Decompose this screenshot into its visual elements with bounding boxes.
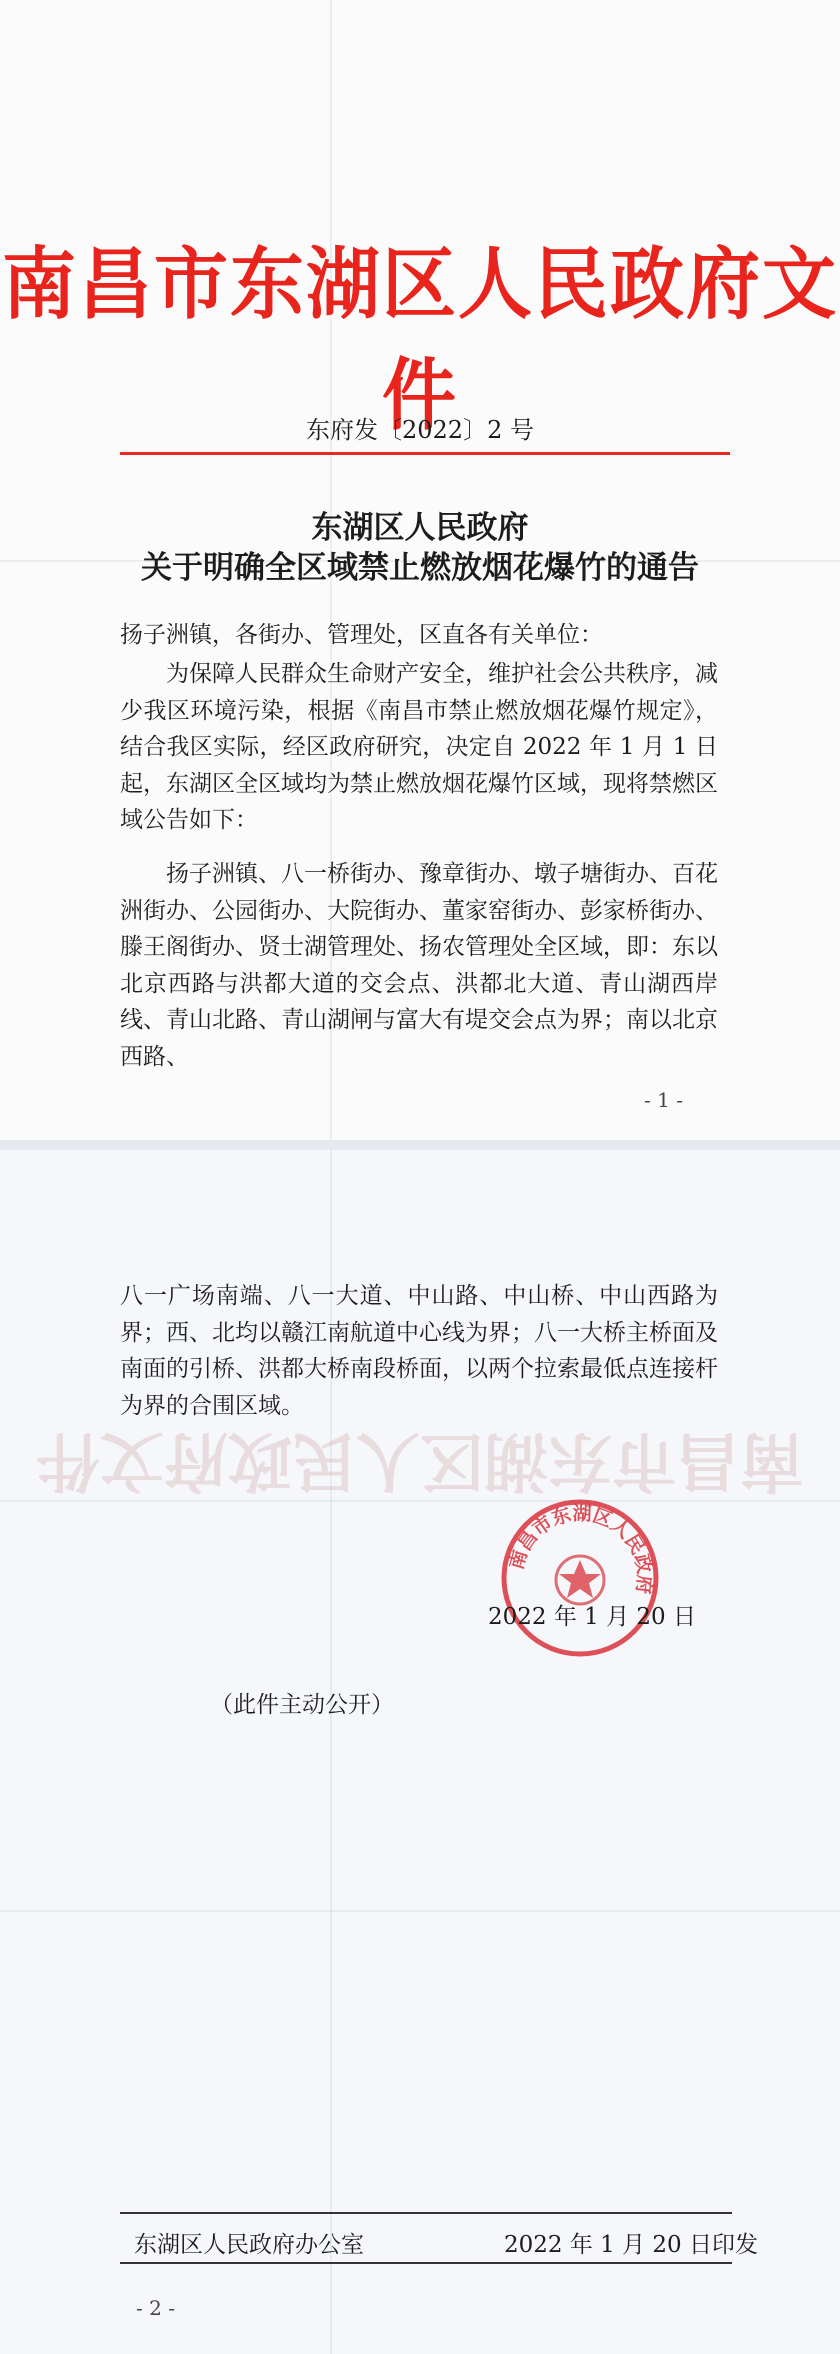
body-paragraph-1: 为保障人民群众生命财产安全，维护社会公共秩序，减少我区环境污染，根据《南昌市禁止燃放烟花爆竹规定》，结合我区实际，经区政府研究，决定自 2022 年 1 月 1 日起，东湖区全区域均为禁止燃放烟花爆竹区域，现将禁燃区域公告如下： (120, 661, 718, 833)
document-number: 东府发〔2022〕2 号 (306, 416, 534, 444)
body-paragraph-2-continued: 八一广场南端、八一大道、中山路、中山桥、中山西路为界；西、北均以赣江南航道中心线为界；八一大桥主桥面及南面的引桥、洪都大桥南段桥面，以两个拉索最低点连接杆为界的合围区域。 (120, 1283, 718, 1419)
footer-print-date: 2022 年 1 月 20 日印发 (504, 2232, 758, 2258)
document-header-title: 南昌市东湖区人民政府文件 (2, 239, 838, 442)
body-paragraph-2: 扬子洲镇、八一桥街办、豫章街办、墩子塘街办、百花洲街办、公园街办、大院街办、董家窑街办、彭家桥街办、滕王阁街办、贤士湖管理处、扬农管理处全区域，即：东以北京西路与洪都大道的交会点、洪都北大道、青山湖西岸线、青山北路、青山湖闸与富大有堤交会点为界；南以北京西路、 (120, 861, 718, 1070)
notice-title-line2: 关于明确全区域禁止燃放烟花爆竹的通告 (141, 550, 699, 586)
seal-text: 南昌市东湖区人民政府 (505, 1502, 656, 1596)
notice-title-line1: 东湖区人民政府 (311, 510, 529, 546)
page-number-1: - 1 - (644, 1088, 683, 1112)
header-red-rule (120, 452, 730, 455)
document-page-1 (0, 0, 840, 1150)
official-seal-icon (500, 1498, 660, 1658)
paper-crease (0, 1910, 840, 1912)
page-number-2: - 2 - (136, 2296, 175, 2320)
bleed-through-watermark: 南昌市东湖区人民政府文件 (36, 1423, 804, 1497)
footer-issuer: 东湖区人民政府办公室 (134, 2232, 364, 2258)
issue-date: 2022 年 1 月 20 日 (488, 1604, 696, 1630)
disclosure-note: （此件主动公开） (210, 1692, 394, 1718)
footer-bottom-rule (120, 2262, 732, 2264)
salutation: 扬子洲镇，各街办、管理处，区直各有关单位： (120, 622, 603, 648)
footer-top-rule (120, 2212, 732, 2214)
